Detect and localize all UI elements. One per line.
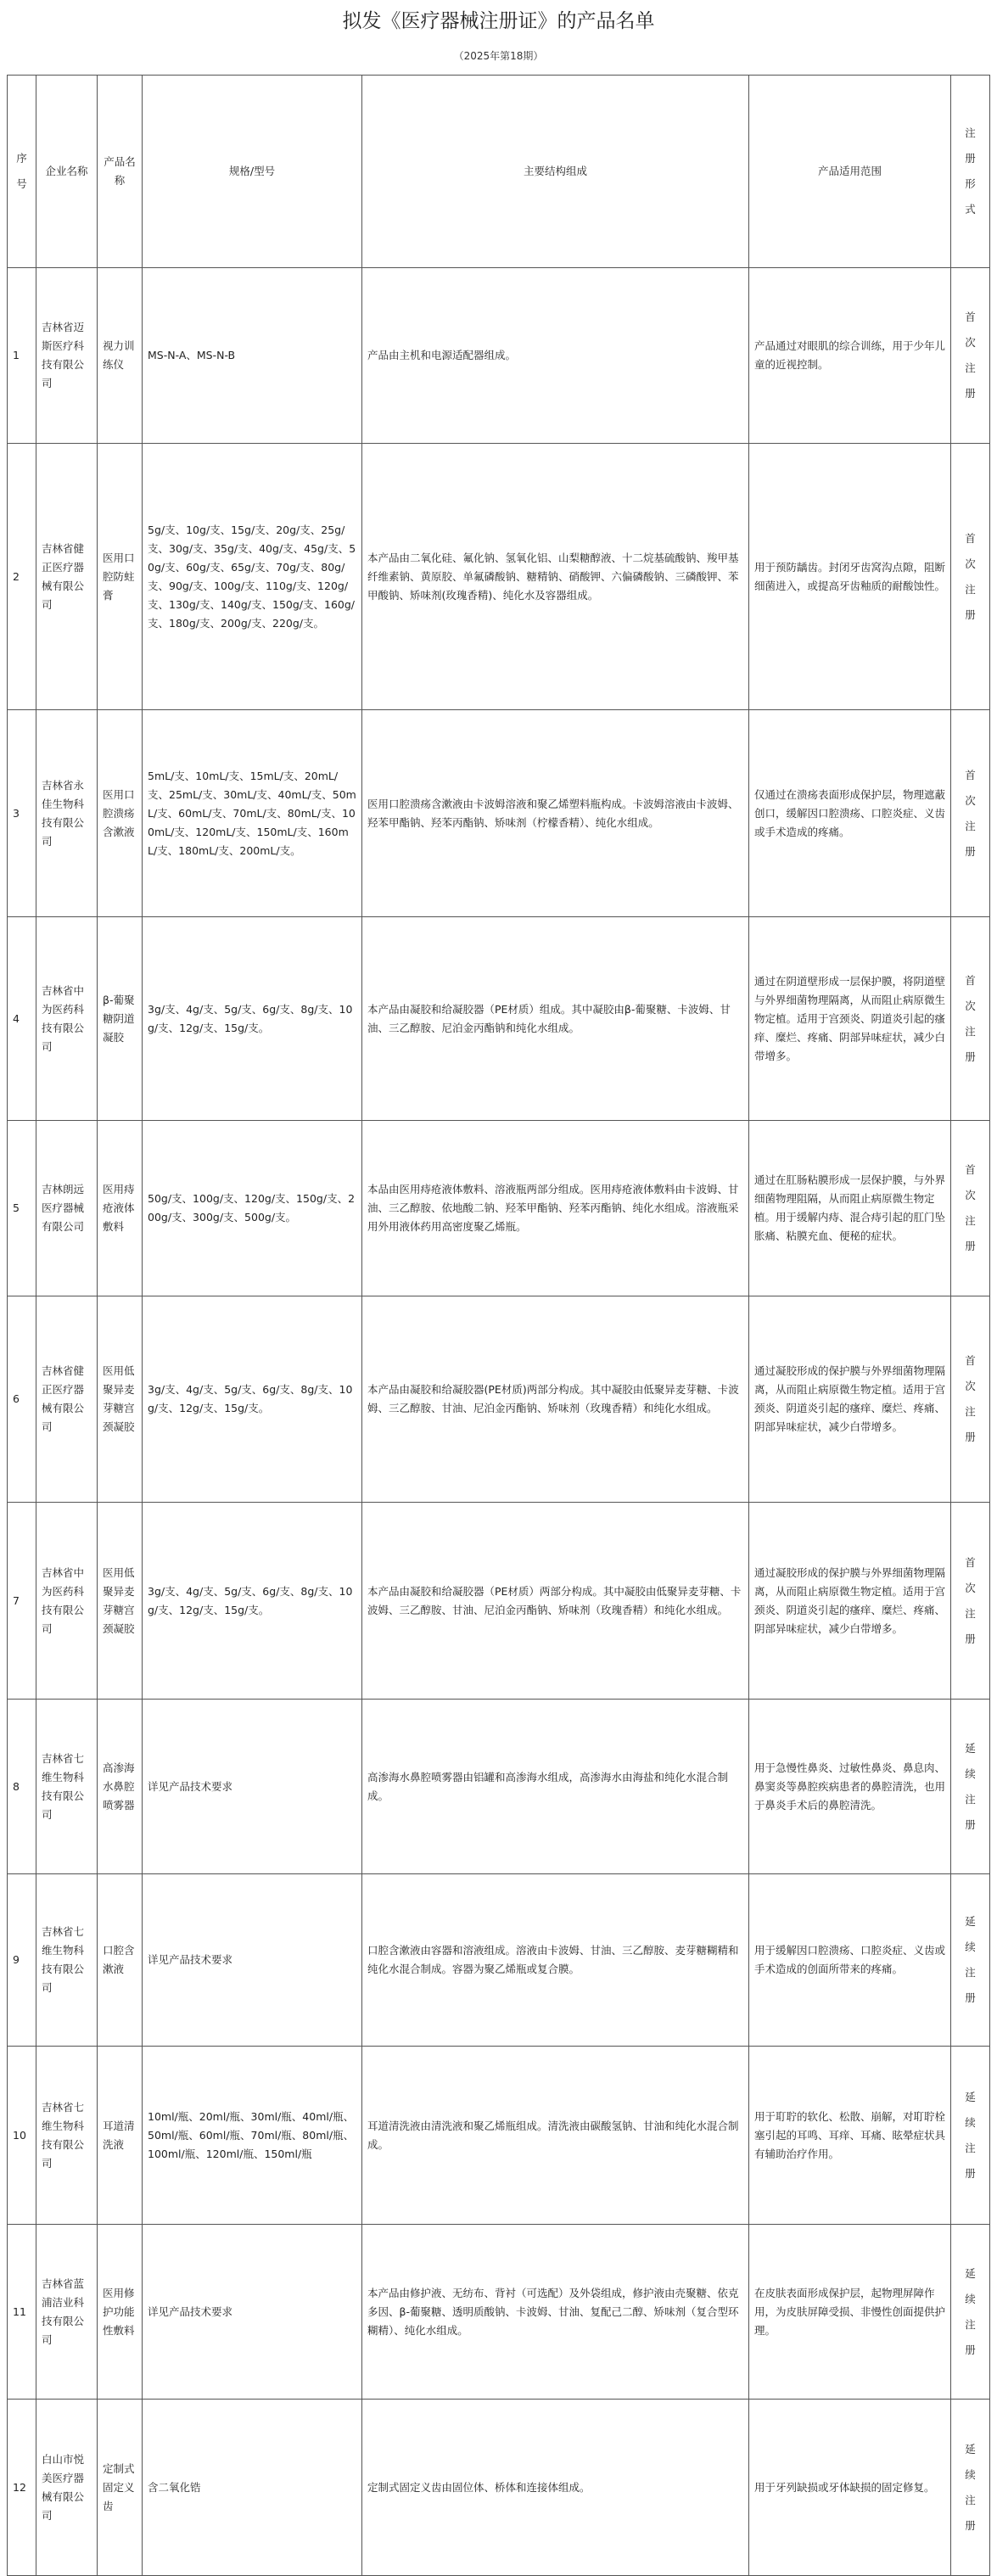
table-row: [8, 1700, 990, 1874]
cell-type: 延续注册: [951, 2047, 990, 2225]
cell-product: 医用口腔溃疡含漱液: [98, 710, 143, 917]
cell-seq: 3: [8, 710, 36, 917]
cell-spec: 3g/支、4g/支、5g/支、6g/支、8g/支、10g/支、12g/支、15g/支。: [143, 1503, 362, 1700]
table-row: [8, 1874, 990, 2047]
cell-seq: 11: [8, 2225, 36, 2400]
header-spec: 规格/型号: [143, 76, 362, 268]
cell-scope: 通过在肛肠粘膜形成一层保护膜，与外界细菌物理阻隔，从而阻止病原微生物定植。用于缓解内痔、混合痔引起的肛门坠胀痛、粘膜充血、便秘的症状。: [749, 1121, 951, 1296]
cell-scope: 在皮肤表面形成保护层，起物理屏障作用，为皮肤屏障受损、非慢性创面提供护理。: [749, 2225, 951, 2400]
cell-scope: 产品通过对眼肌的综合训练，用于少年儿童的近视控制。: [749, 268, 951, 444]
cell-structure: 本品由医用痔疮液体敷料、溶液瓶两部分组成。医用痔疮液体敷料由卡波姆、甘油、三乙醇胺、依地酸二钠、羟苯甲酯钠、羟苯丙酯钠、纯化水组成。溶液瓶采用外用液体药用高密度聚乙烯瓶。: [362, 1121, 749, 1296]
cell-scope: 用于缓解因口腔溃疡、口腔炎症、义齿或手术造成的创面所带来的疼痛。: [749, 1874, 951, 2047]
cell-company: 吉林省中为医药科技有限公司: [36, 917, 98, 1121]
cell-type: 首次注册: [951, 1296, 990, 1503]
page-subtitle: （2025年第18期）: [453, 50, 544, 62]
product-table: [7, 75, 990, 2576]
cell-spec: 5g/支、10g/支、15g/支、20g/支、25g/支、30g/支、35g/支、40g/支、45g/支、50g/支、60g/支、65g/支、70g/支、80g/支、90g/支、100g/支、110g/支、120g/支、130g/支、140g/支、150g/支、160g/支、180g/支、200g/支、220g/支。: [143, 444, 362, 710]
cell-product: β-葡聚糖阴道凝胶: [98, 917, 143, 1121]
cell-structure: 本产品由修护液、无纺布、背衬（可选配）及外袋组成，修护液由壳聚糖、依克多因、β-葡聚糖、透明质酸钠、卡波姆、甘油、复配己二醇、矫味剂（复合型环糊精）、纯化水组成。: [362, 2225, 749, 2400]
cell-seq: 10: [8, 2047, 36, 2225]
cell-company: 吉林省迈斯医疗科技有限公司: [36, 268, 98, 444]
cell-seq: 5: [8, 1121, 36, 1296]
header-product: 产品名称: [98, 76, 143, 268]
cell-spec: 3g/支、4g/支、5g/支、6g/支、8g/支、10g/支、12g/支、15g/支。: [143, 917, 362, 1121]
cell-product: 医用修护功能性敷料: [98, 2225, 143, 2400]
cell-product: 定制式固定义齿: [98, 2400, 143, 2576]
cell-company: 吉林省中为医药科技有限公司: [36, 1503, 98, 1700]
cell-company: 吉林朗远医疗器械有限公司: [36, 1121, 98, 1296]
cell-seq: 4: [8, 917, 36, 1121]
cell-structure: 产品由主机和电源适配器组成。: [362, 268, 749, 444]
header-seq: 序号: [8, 76, 36, 268]
cell-structure: 本产品由二氧化硅、氟化钠、氢氧化铝、山梨糖醇液、十二烷基硫酸钠、羧甲基纤维素钠、黄原胶、单氟磷酸钠、糖精钠、硝酸钾、六偏磷酸钠、三磷酸钾、苯甲酸钠、矫味剂(玫瑰香精)、纯化水及容器组成。: [362, 444, 749, 710]
cell-product: 医用低聚异麦芽糖宫颈凝胶: [98, 1296, 143, 1503]
cell-structure: 口腔含漱液由容器和溶液组成。溶液由卡波姆、甘油、三乙醇胺、麦芽糖糊精和纯化水混合制成。容器为聚乙烯瓶或复合膜。: [362, 1874, 749, 2047]
cell-spec: 5mL/支、10mL/支、15mL/支、20mL/支、25mL/支、30mL/支、40mL/支、50mL/支、60mL/支、70mL/支、80mL/支、100mL/支、120mL/支、150mL/支、160mL/支、180mL/支、200mL/支。: [143, 710, 362, 917]
table-row: [8, 444, 990, 710]
cell-seq: 12: [8, 2400, 36, 2576]
cell-type: 首次注册: [951, 444, 990, 710]
cell-company: 吉林省健正医疗器械有限公司: [36, 444, 98, 710]
cell-product: 视力训练仪: [98, 268, 143, 444]
cell-spec: 详见产品技术要求: [143, 2225, 362, 2400]
cell-type: 延续注册: [951, 2225, 990, 2400]
table-row: [8, 2400, 990, 2576]
table-row: [8, 1296, 990, 1503]
cell-type: 首次注册: [951, 1121, 990, 1296]
cell-type: 延续注册: [951, 1874, 990, 2047]
cell-structure: 本产品由凝胶和给凝胶器(PE材质)两部分构成。其中凝胶由低聚异麦芽糖、卡波姆、三乙醇胺、甘油、尼泊金丙酯钠、矫味剂（玫瑰香精）和纯化水组成。: [362, 1296, 749, 1503]
header-type: 注册形式: [951, 76, 990, 268]
table-row: [8, 2047, 990, 2225]
cell-company: 吉林省永佳生物科技有限公司: [36, 710, 98, 917]
table-row: [8, 1503, 990, 1700]
cell-type: 延续注册: [951, 1700, 990, 1874]
cell-structure: 本产品由凝胶和给凝胶器（PE材质）两部分构成。其中凝胶由低聚异麦芽糖、卡波姆、三乙醇胺、甘油、尼泊金丙酯钠、矫味剂（玫瑰香精）和纯化水组成。: [362, 1503, 749, 1700]
cell-seq: 6: [8, 1296, 36, 1503]
cell-company: 吉林省健正医疗器械有限公司: [36, 1296, 98, 1503]
cell-seq: 1: [8, 268, 36, 444]
cell-product: 医用痔疮液体敷料: [98, 1121, 143, 1296]
cell-product: 高渗海水鼻腔喷雾器: [98, 1700, 143, 1874]
table-row: [8, 268, 990, 444]
cell-type: 延续注册: [951, 2400, 990, 2576]
cell-type: 首次注册: [951, 1503, 990, 1700]
table-row: [8, 2225, 990, 2400]
cell-product: 耳道清洗液: [98, 2047, 143, 2225]
cell-scope: 通过凝胶形成的保护膜与外界细菌物理隔离，从而阻止病原微生物定植。适用于宫颈炎、阴道炎引起的瘙痒、糜烂、疼痛、阴部异味症状，减少白带增多。: [749, 1503, 951, 1700]
cell-company: 吉林省七维生物科技有限公司: [36, 2047, 98, 2225]
page-title: 拟发《医疗器械注册证》的产品名单: [342, 10, 655, 32]
cell-structure: 医用口腔溃疡含漱液由卡波姆溶液和聚乙烯塑料瓶构成。卡波姆溶液由卡波姆、羟苯甲酯钠、羟苯丙酯钠、矫味剂（柠檬香精）、纯化水组成。: [362, 710, 749, 917]
cell-spec: MS-N-A、MS-N-B: [143, 268, 362, 444]
cell-company: 吉林省蓝浦洁业科技有限公司: [36, 2225, 98, 2400]
cell-spec: 3g/支、4g/支、5g/支、6g/支、8g/支、10g/支、12g/支、15g/支。: [143, 1296, 362, 1503]
cell-spec: 含二氧化锆: [143, 2400, 362, 2576]
table-row: [8, 710, 990, 917]
cell-scope: 通过在阴道壁形成一层保护膜，将阴道壁与外界细菌物理隔离，从而阻止病原微生物定植。适用于宫颈炎、阴道炎引起的瘙痒、糜烂、疼痛、阴部异味症状，减少白带增多。: [749, 917, 951, 1121]
cell-company: 吉林省七维生物科技有限公司: [36, 1700, 98, 1874]
table-row: [8, 917, 990, 1121]
cell-spec: 50g/支、100g/支、120g/支、150g/支、200g/支、300g/支、500g/支。: [143, 1121, 362, 1296]
cell-seq: 7: [8, 1503, 36, 1700]
cell-structure: 高渗海水鼻腔喷雾器由铝罐和高渗海水组成，高渗海水由海盐和纯化水混合制成。: [362, 1700, 749, 1874]
cell-scope: 通过凝胶形成的保护膜与外界细菌物理隔离，从而阻止病原微生物定植。适用于宫颈炎、阴道炎引起的瘙痒、糜烂、疼痛、阴部异味症状，减少白带增多。: [749, 1296, 951, 1503]
cell-spec: 详见产品技术要求: [143, 1700, 362, 1874]
cell-scope: 仅通过在溃疡表面形成保护层，物理遮蔽创口，缓解因口腔溃疡、口腔炎症、义齿或手术造成的疼痛。: [749, 710, 951, 917]
cell-spec: 详见产品技术要求: [143, 1874, 362, 2047]
table-row: [8, 1121, 990, 1296]
cell-product: 医用口腔防蛀膏: [98, 444, 143, 710]
cell-scope: 用于耵聍的软化、松散、崩解，对耵聍栓塞引起的耳鸣、耳痒、耳痛、眩晕症状具有辅助治疗作用。: [749, 2047, 951, 2225]
cell-scope: 用于预防龋齿。封闭牙齿窝沟点隙，阻断细菌进入，或提高牙齿釉质的耐酸蚀性。: [749, 444, 951, 710]
table-body: [8, 268, 990, 2576]
header-scope: 产品适用范围: [749, 76, 951, 268]
cell-scope: 用于牙列缺损或牙体缺损的固定修复。: [749, 2400, 951, 2576]
cell-seq: 9: [8, 1874, 36, 2047]
cell-seq: 2: [8, 444, 36, 710]
cell-type: 首次注册: [951, 268, 990, 444]
cell-spec: 10ml/瓶、20ml/瓶、30ml/瓶、40ml/瓶、50ml/瓶、60ml/瓶、70ml/瓶、80ml/瓶、100ml/瓶、120ml/瓶、150ml/瓶: [143, 2047, 362, 2225]
cell-type: 首次注册: [951, 917, 990, 1121]
cell-company: 吉林省七维生物科技有限公司: [36, 1874, 98, 2047]
cell-structure: 定制式固定义齿由固位体、桥体和连接体组成。: [362, 2400, 749, 2576]
cell-seq: 8: [8, 1700, 36, 1874]
cell-type: 首次注册: [951, 710, 990, 917]
cell-scope: 用于急慢性鼻炎、过敏性鼻炎、鼻息肉、鼻窦炎等鼻腔疾病患者的鼻腔清洗，也用于鼻炎手术后的鼻腔清洗。: [749, 1700, 951, 1874]
cell-structure: 耳道清洗液由清洗液和聚乙烯瓶组成。清洗液由碳酸氢钠、甘油和纯化水混合制成。: [362, 2047, 749, 2225]
cell-structure: 本产品由凝胶和给凝胶器（PE材质）组成。其中凝胶由β-葡聚糖、卡波姆、甘油、三乙醇胺、尼泊金丙酯钠和纯化水组成。: [362, 917, 749, 1121]
header-company: 企业名称: [36, 76, 98, 268]
header-structure: 主要结构组成: [362, 76, 749, 268]
cell-product: 医用低聚异麦芽糖宫颈凝胶: [98, 1503, 143, 1700]
cell-company: 白山市悦美医疗器械有限公司: [36, 2400, 98, 2576]
cell-product: 口腔含漱液: [98, 1874, 143, 2047]
table-header-row: [8, 76, 990, 268]
